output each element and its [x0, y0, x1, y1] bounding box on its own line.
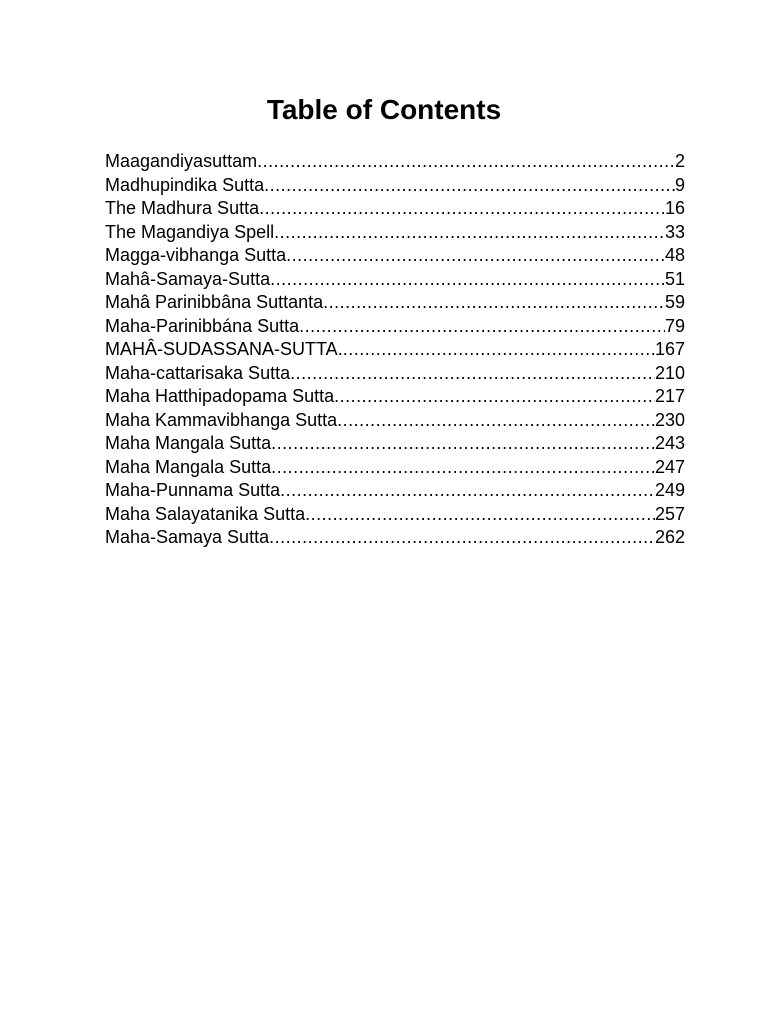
toc-entry-title: Maha Kammavibhanga Sutta: [105, 409, 338, 430]
toc-entry-title: Maha Salayatanika Sutta: [105, 503, 306, 524]
toc-entry-title: Maagandiyasuttam: [105, 151, 258, 171]
toc-entry: [105, 479, 685, 503]
dot-leader: [274, 221, 665, 245]
page-title: Table of Contents: [266, 94, 502, 125]
toc-entry: [105, 362, 685, 386]
dot-leader: [280, 479, 655, 503]
dot-leader: [271, 456, 655, 480]
toc-entry-title: Maha-cattarisaka Sutta: [105, 362, 291, 383]
toc-entry-title: Mahâ Parinibbâna Suttanta: [105, 292, 324, 312]
toc-entry-page: 257: [654, 503, 685, 524]
toc-entry-page: 210: [654, 362, 685, 383]
toc-entry: [105, 409, 685, 433]
dot-leader: [271, 432, 655, 456]
toc-entry-page: 79: [664, 315, 685, 336]
toc-entry: [105, 174, 685, 198]
dot-leader: [270, 268, 665, 292]
dot-leader: [259, 197, 665, 221]
toc-entry-page: 2: [674, 151, 685, 171]
toc-entry-page: 59: [664, 292, 685, 312]
toc-entry: [105, 150, 685, 174]
toc-entry: [105, 526, 685, 550]
toc-entry-title: MAHÂ-SUDASSANA-SUTTA.: [105, 339, 343, 359]
toc-entry: [105, 268, 685, 292]
toc-entry-page: 33: [664, 221, 685, 242]
dot-leader: [269, 526, 655, 550]
toc-entry-title: Maha Mangala Sutta: [105, 456, 272, 477]
toc-entry: [105, 315, 685, 339]
toc-entry: [105, 291, 685, 315]
dot-leader: [305, 503, 655, 527]
toc-entry-title: Maha Hatthipadopama Sutta: [105, 386, 335, 406]
toc-entry-page: 48: [664, 245, 685, 265]
toc-entry-title: Maha Mangala Sutta: [105, 433, 272, 453]
toc-entry-page: 243: [654, 433, 685, 453]
toc-entry-title: Madhupindika Sutta: [105, 174, 265, 195]
toc-entry-page: 51: [664, 268, 685, 289]
toc-entry-page: 9: [674, 174, 685, 195]
toc-entry-page: 16: [664, 198, 685, 218]
toc-entry-title: Maha-Parinibbána Sutta: [105, 315, 300, 336]
toc-entry-page: 249: [654, 480, 685, 500]
toc-entry: [105, 503, 685, 527]
dot-leader: [290, 362, 655, 386]
toc-entry-title: Maha-Punnama Sutta: [105, 480, 281, 500]
toc-entry: [105, 244, 685, 268]
toc-entry-page: 262: [654, 527, 685, 547]
toc-list: [105, 150, 685, 550]
toc-entry: [105, 432, 685, 456]
toc-entry-page: 247: [654, 456, 685, 477]
dot-leader: [323, 291, 665, 315]
dot-leader: [299, 315, 665, 339]
dot-leader: [343, 338, 655, 362]
dot-leader: [337, 409, 655, 433]
dot-leader: [334, 385, 655, 409]
toc-entry-title: Magga-vibhanga Sutta: [105, 245, 287, 265]
dot-leader: [264, 174, 675, 198]
toc-entry-page: 217: [654, 386, 685, 406]
toc-entry: [105, 385, 685, 409]
toc-entry-title: Maha-Samaya Sutta: [105, 527, 270, 547]
toc-entry-title: The Magandiya Spell: [105, 221, 275, 242]
toc-entry-page: 167: [654, 339, 685, 359]
toc-entry: [105, 197, 685, 221]
toc-entry-title: Mahâ-Samaya-Sutta: [105, 268, 271, 289]
toc-entry: [105, 221, 685, 245]
dot-leader: [286, 244, 665, 268]
toc-entry-title: The Madhura Sutta: [105, 198, 260, 218]
toc-entry-page: 230: [654, 409, 685, 430]
toc-entry: [105, 456, 685, 480]
toc-entry: [105, 338, 685, 362]
dot-leader: [257, 150, 675, 174]
